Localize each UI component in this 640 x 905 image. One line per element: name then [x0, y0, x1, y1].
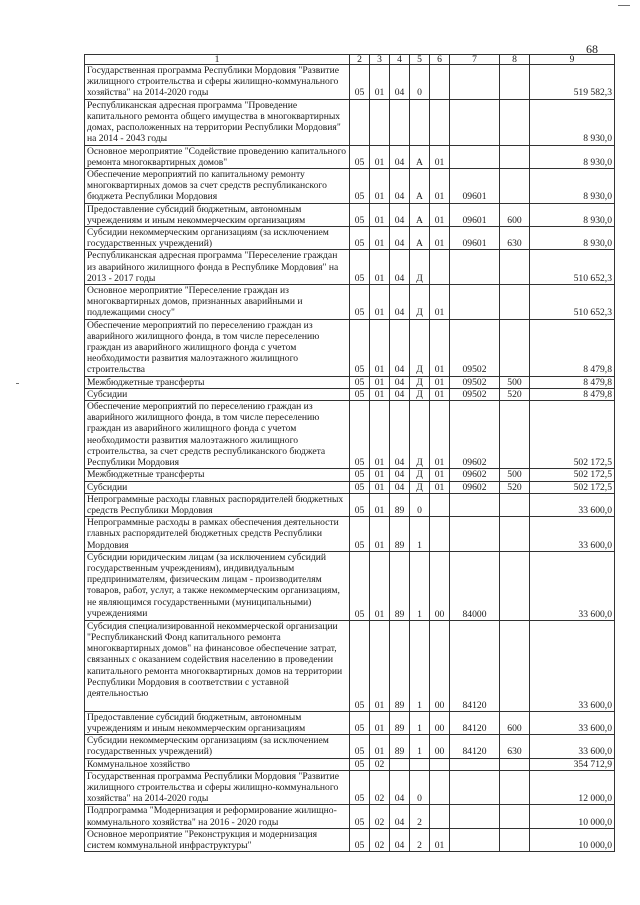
row-code: 520: [500, 388, 530, 400]
row-code: 520: [500, 481, 530, 493]
row-code: 05: [350, 227, 370, 250]
row-code: 01: [370, 469, 390, 481]
row-code: [450, 493, 500, 516]
row-name: Непрограммные расходы в рамках обеспечения деятельности главных распорядителей бюджетных средств Республики Мордовия: [85, 517, 350, 552]
row-code: [500, 169, 530, 204]
row-amount: 354 712,9: [530, 758, 615, 770]
row-code: 0: [410, 493, 430, 516]
row-amount: 8 930,0: [530, 227, 615, 250]
row-code: 89: [390, 711, 410, 734]
column-header: 2: [350, 55, 370, 65]
row-code: 02: [370, 758, 390, 770]
column-header: 1: [85, 55, 350, 65]
row-code: [410, 99, 430, 145]
row-code: 05: [350, 401, 370, 469]
row-code: Д: [410, 285, 430, 320]
row-code: 05: [350, 620, 370, 711]
row-code: 0: [410, 65, 430, 100]
row-code: 05: [350, 469, 370, 481]
row-code: 89: [390, 551, 410, 620]
row-code: 00: [430, 620, 450, 711]
row-amount: 8 930,0: [530, 169, 615, 204]
row-code: [450, 65, 500, 100]
row-code: 01: [430, 376, 450, 388]
row-code: 09602: [450, 469, 500, 481]
row-amount: 8 930,0: [530, 99, 615, 145]
row-code: 01: [370, 169, 390, 204]
row-amount: 502 172,5: [530, 401, 615, 469]
row-code: 01: [370, 319, 390, 376]
row-code: 05: [350, 735, 370, 758]
row-code: Д: [410, 401, 430, 469]
row-code: 09602: [450, 481, 500, 493]
table-header-row: [85, 55, 615, 65]
row-name: Субсидии: [85, 481, 350, 493]
row-code: 05: [350, 65, 370, 100]
row-code: 01: [430, 469, 450, 481]
row-amount: 33 600,0: [530, 493, 615, 516]
row-code: 05: [350, 711, 370, 734]
table-row: [85, 828, 615, 851]
row-amount: 33 600,0: [530, 517, 615, 552]
row-code: 04: [390, 388, 410, 400]
row-code: 04: [390, 169, 410, 204]
row-code: 04: [390, 65, 410, 100]
row-code: 01: [370, 481, 390, 493]
column-header: 7: [450, 55, 500, 65]
table-row: [85, 770, 615, 805]
table-row: [85, 401, 615, 469]
row-code: 2: [410, 805, 430, 828]
row-code: [450, 99, 500, 145]
row-name: Субсидия специализированной некоммерческой организации "Республиканский Фонд капитального ремонта многоквартирных домов" на финансовое обеспечение затрат, связанных с оказанием содействия населению в проведении капитального ремонта многоквартирных домов на территории Республики Мордовия в соответствии с уставной деятельностью: [85, 620, 350, 711]
row-code: 02: [370, 770, 390, 805]
row-code: 89: [390, 735, 410, 758]
row-name: Субсидии некоммерческим организациям (за исключением государственных учреждений): [85, 227, 350, 250]
row-code: 05: [350, 319, 370, 376]
row-code: 01: [370, 65, 390, 100]
row-code: 05: [350, 551, 370, 620]
table-row: [85, 388, 615, 400]
table-row: [85, 758, 615, 770]
row-code: 01: [430, 285, 450, 320]
row-name: Обеспечение мероприятий по капитальному ремонту многоквартирных домов за счет средств республиканского бюджета Республики Мордовия: [85, 169, 350, 204]
table-row: [85, 99, 615, 145]
row-code: Д: [410, 319, 430, 376]
row-code: 02: [370, 828, 390, 851]
row-name: Государственная программа Республики Мордовия "Развитие жилищного строительства и сферы жилищно-коммунального хозяйства" на 2014-2020 годы: [85, 770, 350, 805]
row-code: 09601: [450, 169, 500, 204]
row-code: Д: [410, 250, 430, 285]
row-code: 01: [430, 169, 450, 204]
row-code: 01: [430, 203, 450, 226]
row-code: 09502: [450, 319, 500, 376]
row-code: 01: [430, 481, 450, 493]
row-code: [350, 99, 370, 145]
row-amount: 10 000,0: [530, 805, 615, 828]
row-code: 05: [350, 250, 370, 285]
row-code: 89: [390, 517, 410, 552]
row-name: Межбюджетные трансферты: [85, 469, 350, 481]
table-row: [85, 551, 615, 620]
row-amount: 12 000,0: [530, 770, 615, 805]
row-code: 04: [390, 401, 410, 469]
table-row: [85, 250, 615, 285]
page-number: 68: [586, 42, 598, 56]
table-row: [85, 805, 615, 828]
row-code: [430, 493, 450, 516]
column-header: 8: [500, 55, 530, 65]
table-row: [85, 620, 615, 711]
row-code: 89: [390, 620, 410, 711]
row-code: 01: [370, 388, 390, 400]
row-code: Д: [410, 481, 430, 493]
row-code: 09601: [450, 203, 500, 226]
row-amount: 8 479,8: [530, 376, 615, 388]
row-code: 05: [350, 828, 370, 851]
row-code: 01: [430, 145, 450, 168]
row-code: 01: [370, 285, 390, 320]
row-code: [500, 517, 530, 552]
budget-table: [84, 54, 615, 852]
row-code: 04: [390, 770, 410, 805]
table-row: [85, 169, 615, 204]
row-code: [430, 758, 450, 770]
row-amount: 8 479,8: [530, 388, 615, 400]
row-name: Непрограммные расходы главных распорядителей бюджетных средств Республики Мордовия: [85, 493, 350, 516]
row-code: Д: [410, 469, 430, 481]
row-code: 01: [430, 227, 450, 250]
table-row: [85, 469, 615, 481]
row-code: А: [410, 145, 430, 168]
row-amount: 33 600,0: [530, 620, 615, 711]
row-code: 2: [410, 828, 430, 851]
row-code: 00: [430, 711, 450, 734]
row-code: А: [410, 169, 430, 204]
table-row: [85, 65, 615, 100]
row-code: [390, 758, 410, 770]
row-code: [500, 145, 530, 168]
row-code: 01: [430, 319, 450, 376]
row-name: Межбюджетные трансферты: [85, 376, 350, 388]
row-code: 1: [410, 620, 430, 711]
row-name: Основное мероприятие "Реконструкция и модернизация систем коммунальной инфраструктуры": [85, 828, 350, 851]
row-code: [500, 319, 530, 376]
row-code: 05: [350, 169, 370, 204]
row-amount: 502 172,5: [530, 469, 615, 481]
table-row: [85, 227, 615, 250]
row-name: Субсидии: [85, 388, 350, 400]
row-code: [450, 285, 500, 320]
row-code: [500, 65, 530, 100]
row-code: 01: [370, 493, 390, 516]
row-code: 04: [390, 227, 410, 250]
row-code: [450, 517, 500, 552]
row-code: 500: [500, 469, 530, 481]
row-code: А: [410, 203, 430, 226]
row-code: [370, 99, 390, 145]
row-name: Обеспечение мероприятий по переселению граждан из аварийного жилищного фонда, в том числе переселению граждан из аварийного жилищного фонда с учетом необходимости развития малоэтажного жилищного строительства, за счет средств республиканского бюджета Республики Мордовия: [85, 401, 350, 469]
row-code: 02: [370, 805, 390, 828]
row-code: 01: [370, 250, 390, 285]
row-code: 00: [430, 735, 450, 758]
table-row: [85, 481, 615, 493]
row-code: [500, 401, 530, 469]
row-amount: 33 600,0: [530, 711, 615, 734]
table-row: [85, 203, 615, 226]
row-code: [500, 99, 530, 145]
table-row: [85, 735, 615, 758]
row-code: 600: [500, 203, 530, 226]
row-code: [500, 620, 530, 711]
row-code: 84120: [450, 735, 500, 758]
row-code: 04: [390, 469, 410, 481]
row-code: 1: [410, 735, 430, 758]
row-code: 01: [370, 203, 390, 226]
row-code: 04: [390, 250, 410, 285]
row-code: 04: [390, 319, 410, 376]
row-code: 05: [350, 805, 370, 828]
row-code: 1: [410, 711, 430, 734]
row-code: 600: [500, 711, 530, 734]
row-code: 04: [390, 828, 410, 851]
row-code: 05: [350, 493, 370, 516]
row-code: 04: [390, 145, 410, 168]
row-name: Государственная программа Республики Мордовия "Развитие жилищного строительства и сферы жилищно-коммунального хозяйства" на 2014-2020 годы: [85, 65, 350, 100]
row-code: 01: [370, 376, 390, 388]
table-row: [85, 285, 615, 320]
row-code: 05: [350, 481, 370, 493]
row-code: [500, 551, 530, 620]
row-code: 04: [390, 203, 410, 226]
row-name: Коммунальное хозяйство: [85, 758, 350, 770]
table-row: [85, 145, 615, 168]
row-code: [430, 517, 450, 552]
row-code: 05: [350, 285, 370, 320]
scan-speck: [16, 383, 19, 384]
row-name: Субсидии юридическим лицам (за исключением субсидий государственным учреждениям), индивидуальным предпринимателям, физическим лицам - производителям товаров, работ, услуг, а также некоммерческим организациям, не являющимся государственными (муниципальными) учреждениями: [85, 551, 350, 620]
row-code: 01: [370, 551, 390, 620]
row-code: 01: [370, 145, 390, 168]
scan-speck: [618, 5, 630, 6]
row-code: [500, 250, 530, 285]
row-name: Предоставление субсидий бюджетным, автономным учреждениям и иным некоммерческим организациям: [85, 203, 350, 226]
row-code: [450, 250, 500, 285]
row-name: Основное мероприятие "Содействие проведению капитального ремонта многоквартирных домов": [85, 145, 350, 168]
row-code: 01: [370, 517, 390, 552]
row-code: 01: [370, 620, 390, 711]
row-code: [500, 828, 530, 851]
row-amount: 8 479,8: [530, 319, 615, 376]
row-amount: 33 600,0: [530, 735, 615, 758]
row-code: 630: [500, 735, 530, 758]
row-code: [500, 493, 530, 516]
row-code: 500: [500, 376, 530, 388]
row-code: 05: [350, 376, 370, 388]
row-code: 09601: [450, 227, 500, 250]
row-code: [450, 805, 500, 828]
row-code: 04: [390, 285, 410, 320]
row-code: 1: [410, 517, 430, 552]
row-amount: 510 652,3: [530, 250, 615, 285]
row-amount: 10 000,0: [530, 828, 615, 851]
row-amount: 33 600,0: [530, 551, 615, 620]
row-code: 05: [350, 145, 370, 168]
table-row: [85, 376, 615, 388]
column-header: 5: [410, 55, 430, 65]
row-code: 01: [370, 401, 390, 469]
row-code: 84000: [450, 551, 500, 620]
row-code: 01: [370, 711, 390, 734]
row-code: 05: [350, 758, 370, 770]
row-amount: 519 582,3: [530, 65, 615, 100]
table-row: [85, 493, 615, 516]
row-code: [430, 770, 450, 805]
row-code: [450, 770, 500, 805]
table-row: [85, 711, 615, 734]
row-code: [410, 758, 430, 770]
row-code: 09602: [450, 401, 500, 469]
column-header: 3: [370, 55, 390, 65]
row-code: [450, 145, 500, 168]
row-code: 84120: [450, 620, 500, 711]
row-code: 05: [350, 517, 370, 552]
column-header: 6: [430, 55, 450, 65]
row-code: 89: [390, 493, 410, 516]
row-code: [450, 758, 500, 770]
row-code: 04: [390, 481, 410, 493]
row-code: [500, 805, 530, 828]
row-code: [450, 828, 500, 851]
row-amount: 8 930,0: [530, 203, 615, 226]
row-name: Субсидии некоммерческим организациям (за исключением государственных учреждений): [85, 735, 350, 758]
row-code: 0: [410, 770, 430, 805]
row-code: 00: [430, 551, 450, 620]
row-name: Республиканская адресная программа "Проведение капитального ремонта общего имущества в многоквартирных домах, расположенных на территории Республики Мордовия" на 2014 - 2043 годы: [85, 99, 350, 145]
table-row: [85, 319, 615, 376]
row-name: Обеспечение мероприятий по переселению граждан из аварийного жилищного фонда, в том числе переселению граждан из аварийного жилищного фонда с учетом необходимости развития малоэтажного жилищного строительства: [85, 319, 350, 376]
column-header: 9: [530, 55, 615, 65]
row-name: Предоставление субсидий бюджетным, автономным учреждениям и иным некоммерческим организациям: [85, 711, 350, 734]
row-code: 04: [390, 805, 410, 828]
row-code: Д: [410, 388, 430, 400]
row-code: 09502: [450, 376, 500, 388]
row-code: 84120: [450, 711, 500, 734]
row-code: 09502: [450, 388, 500, 400]
row-amount: 8 930,0: [530, 145, 615, 168]
row-code: А: [410, 227, 430, 250]
row-code: Д: [410, 376, 430, 388]
column-header: 4: [390, 55, 410, 65]
row-code: 630: [500, 227, 530, 250]
row-code: [430, 250, 450, 285]
row-name: Подпрограмма "Модернизация и реформирование жилищно-коммунального хозяйства" на 2016 - 2020 годы: [85, 805, 350, 828]
row-amount: 510 652,3: [530, 285, 615, 320]
row-name: Республиканская адресная программа "Переселение граждан из аварийного жилищного фонда в Республике Мордовия" на 2013 - 2017 годы: [85, 250, 350, 285]
row-code: [430, 805, 450, 828]
row-code: [500, 285, 530, 320]
row-name: Основное мероприятие "Переселение граждан из многоквартирных домов, признанных аварийными и подлежащими сносу": [85, 285, 350, 320]
table-row: [85, 517, 615, 552]
row-code: 05: [350, 203, 370, 226]
row-amount: 502 172,5: [530, 481, 615, 493]
row-code: 01: [430, 388, 450, 400]
row-code: [500, 770, 530, 805]
row-code: [430, 65, 450, 100]
row-code: 01: [430, 828, 450, 851]
row-code: [390, 99, 410, 145]
row-code: 01: [370, 735, 390, 758]
row-code: 05: [350, 770, 370, 805]
row-code: 1: [410, 551, 430, 620]
row-code: 05: [350, 388, 370, 400]
row-code: 01: [370, 227, 390, 250]
row-code: 04: [390, 376, 410, 388]
row-code: [430, 99, 450, 145]
row-code: [500, 758, 530, 770]
row-code: 01: [430, 401, 450, 469]
